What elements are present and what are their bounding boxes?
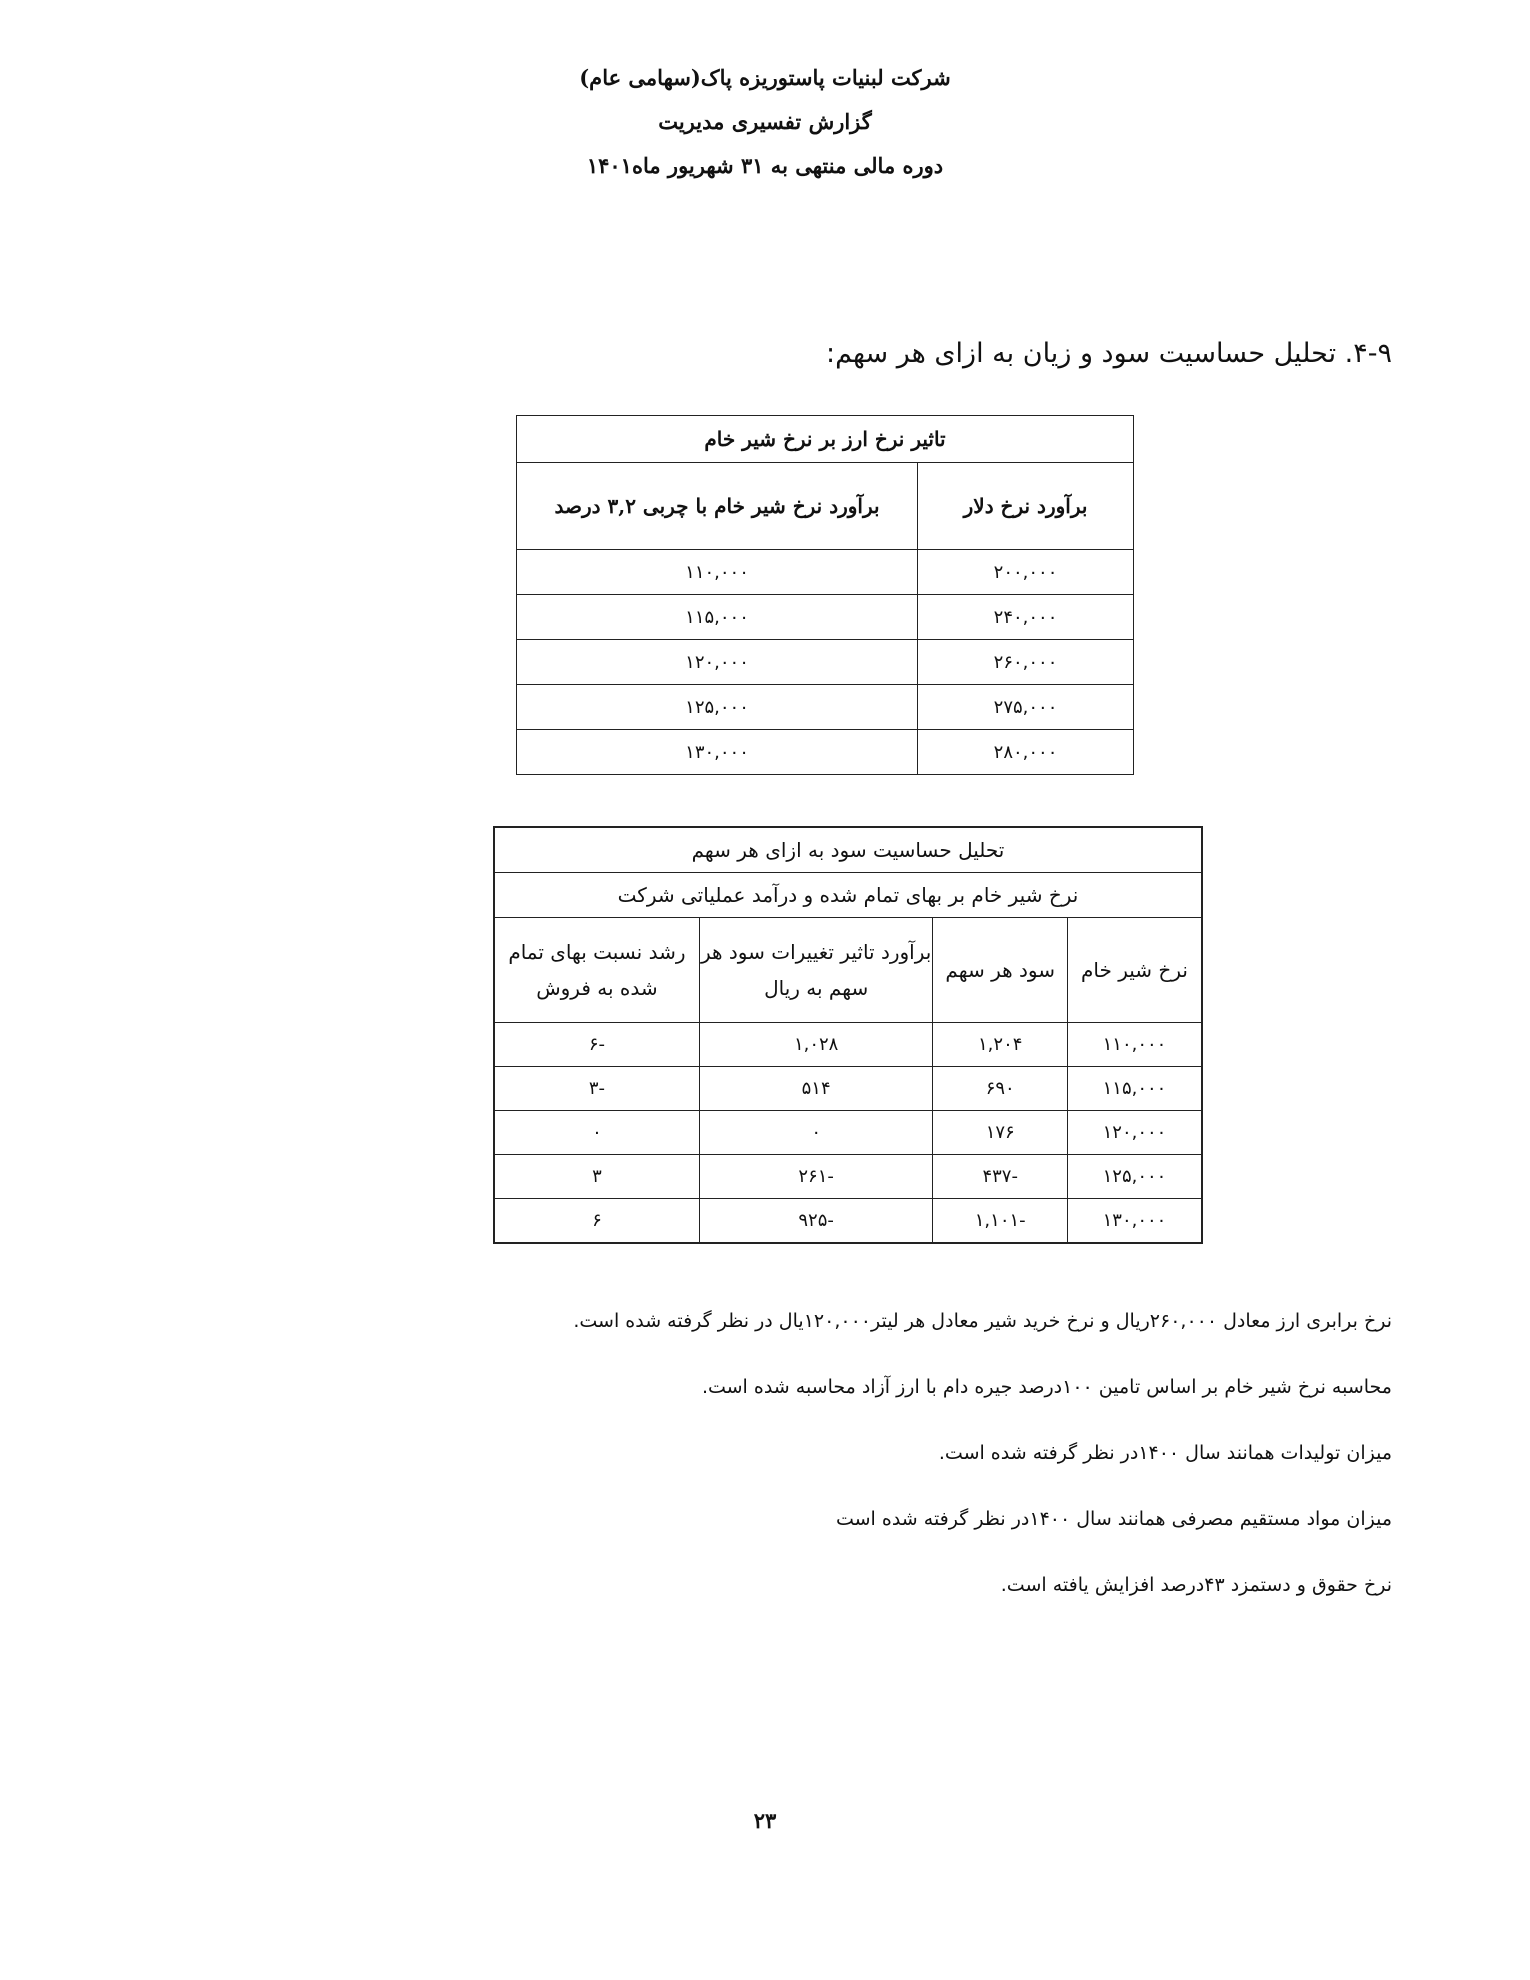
table-cell: -۴۳۷	[933, 1155, 1068, 1199]
table-row	[494, 1023, 1202, 1067]
table-cell: ۱۱۵,۰۰۰	[1067, 1067, 1202, 1111]
table-cell: ۱,۰۲۸	[699, 1023, 933, 1067]
note-paragraph: نرخ حقوق و دستمزد ۴۳درصد افزایش یافته است.	[1000, 1574, 1392, 1596]
table-cell: ۵۱۴	[699, 1067, 933, 1111]
table-cell: ۲۷۵,۰۰۰	[918, 685, 1134, 730]
table-row	[494, 1067, 1202, 1111]
table-cell: ۱,۲۰۴	[933, 1023, 1068, 1067]
table-row	[517, 595, 1134, 640]
table-cell: ۰	[494, 1111, 699, 1155]
company-name: شرکت لبنیات پاستوریزه پاک(سهامی عام)	[579, 65, 951, 90]
table-cell: ۱۲۰,۰۰۰	[517, 640, 918, 685]
table-caption: تاثیر نرخ ارز بر نرخ شیر خام	[517, 416, 1134, 463]
table-cell: ۶	[494, 1199, 699, 1244]
table-cell: -۱,۱۰۱	[933, 1199, 1068, 1244]
report-period: دوره مالی منتهی به ۳۱ شهریور ماه۱۴۰۱	[586, 153, 944, 178]
column-header: برآورد تاثیر تغییرات سود هر سهم به ریال	[699, 918, 933, 1023]
table-row	[517, 640, 1134, 685]
column-header: نرخ شیر خام	[1067, 918, 1202, 1023]
page-number: ۲۳	[753, 1808, 777, 1833]
note-paragraph: محاسبه نرخ شیر خام بر اساس تامین ۱۰۰درصد جیره دام با ارز آزاد محاسبه شده است.	[701, 1376, 1392, 1398]
table-cell: ۱۷۶	[933, 1111, 1068, 1155]
eps-sensitivity-table	[493, 826, 1203, 1244]
table-cell: ۱۳۰,۰۰۰	[1067, 1199, 1202, 1244]
table-cell: ۱۱۰,۰۰۰	[517, 550, 918, 595]
table-row	[494, 1155, 1202, 1199]
column-header: سود هر سهم	[933, 918, 1068, 1023]
table-cell: ۱۱۵,۰۰۰	[517, 595, 918, 640]
table-cell: -۲۶۱	[699, 1155, 933, 1199]
note-paragraph: میزان تولیدات همانند سال ۱۴۰۰در نظر گرفته شده است.	[938, 1442, 1392, 1464]
table-cell: ۲۶۰,۰۰۰	[918, 640, 1134, 685]
table-row	[517, 685, 1134, 730]
table-cell: ۱۲۰,۰۰۰	[1067, 1111, 1202, 1155]
fx-impact-table	[516, 415, 1134, 775]
document-header	[0, 56, 1530, 188]
table-cell: -۶	[494, 1023, 699, 1067]
note-paragraph: میزان مواد مستقیم مصرفی همانند سال ۱۴۰۰در نظر گرفته شده است	[835, 1508, 1392, 1530]
table-cell: ۱۳۰,۰۰۰	[517, 730, 918, 775]
table-subcaption: نرخ شیر خام بر بهای تمام شده و درآمد عملیاتی شرکت	[494, 873, 1202, 918]
table-cell: ۱۱۰,۰۰۰	[1067, 1023, 1202, 1067]
column-header: برآورد نرخ شیر خام با چربی ۳,۲ درصد	[517, 463, 918, 550]
note-paragraph: نرخ برابری ارز معادل ۲۶۰,۰۰۰ریال و نرخ خرید شیر معادل هر لیتر۱۲۰,۰۰۰یال در نظر گرفته شده است.	[573, 1310, 1392, 1332]
table-cell: ۲۰۰,۰۰۰	[918, 550, 1134, 595]
column-header: برآورد نرخ دلار	[918, 463, 1134, 550]
table-cell: ۲۸۰,۰۰۰	[918, 730, 1134, 775]
table-cell: ۰	[699, 1111, 933, 1155]
table-cell: ۳	[494, 1155, 699, 1199]
table-caption: تحلیل حساسیت سود به ازای هر سهم	[494, 827, 1202, 873]
table-cell: ۱۲۵,۰۰۰	[1067, 1155, 1202, 1199]
table-cell: ۱۲۵,۰۰۰	[517, 685, 918, 730]
table-cell: -۳	[494, 1067, 699, 1111]
table-cell: -۹۲۵	[699, 1199, 933, 1244]
section-title: ۴-۹. تحلیل حساسیت سود و زیان به ازای هر سهم:	[825, 338, 1392, 369]
table-row	[517, 550, 1134, 595]
column-header: رشد نسبت بهای تمام شده به فروش	[494, 918, 699, 1023]
table-row	[517, 730, 1134, 775]
assumption-notes	[132, 1306, 1392, 1636]
report-title: گزارش تفسیری مدیریت	[658, 109, 872, 134]
table-cell: ۲۴۰,۰۰۰	[918, 595, 1134, 640]
table-cell: ۶۹۰	[933, 1067, 1068, 1111]
table-row	[494, 1199, 1202, 1244]
table-row	[494, 1111, 1202, 1155]
